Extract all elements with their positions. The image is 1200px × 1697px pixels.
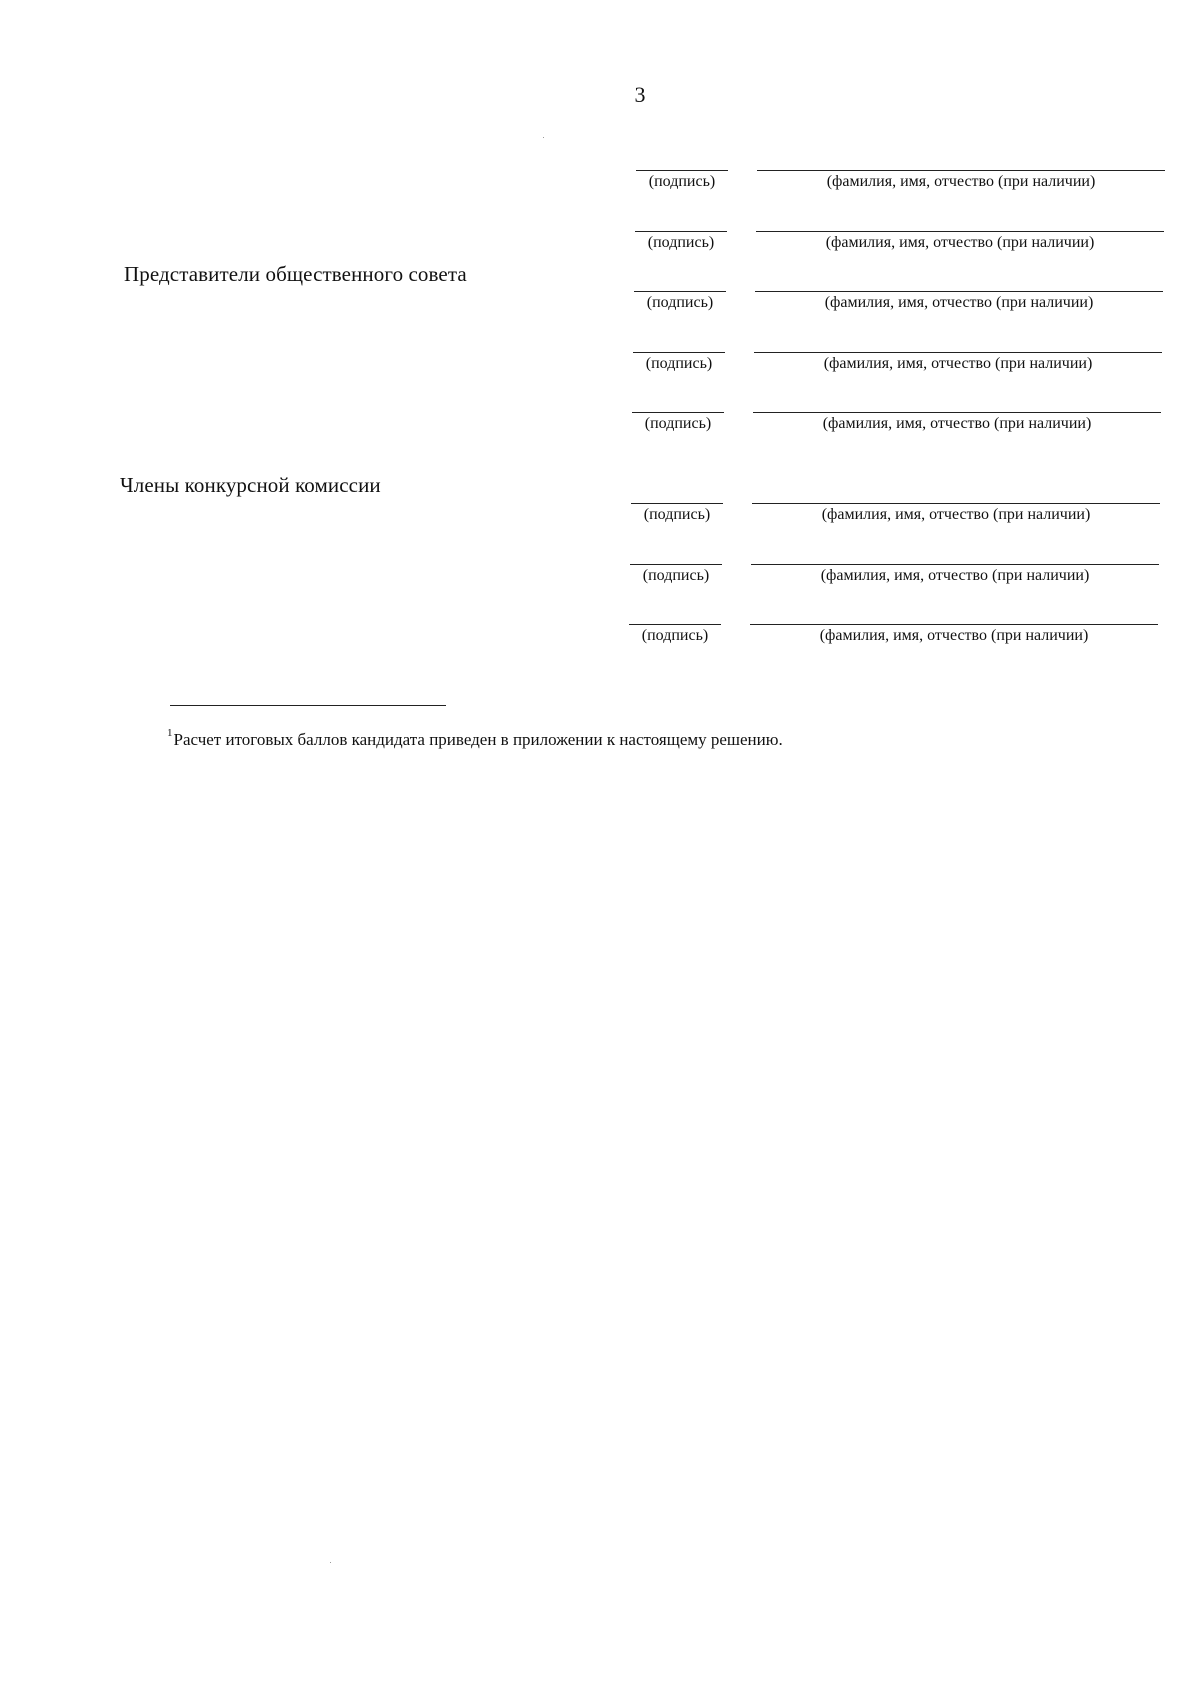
signature-caption: (подпись) <box>644 415 712 432</box>
name-caption: (фамилия, имя, отчество (при наличии) <box>824 294 1094 311</box>
signature-caption: (подпись) <box>641 627 709 644</box>
signature-line <box>629 624 721 625</box>
signature-row <box>0 564 1200 604</box>
signature-line <box>635 231 727 232</box>
name-caption: (фамилия, имя, отчество (при наличии) <box>826 173 1096 190</box>
name-caption: (фамилия, имя, отчество (при наличии) <box>819 627 1089 644</box>
signature-row <box>0 412 1200 452</box>
section-label-commission-members: Члены конкурсной комиссии <box>120 473 381 497</box>
name-line <box>754 352 1162 353</box>
scan-speck <box>330 1562 331 1563</box>
name-caption: (фамилия, имя, отчество (при наличии) <box>821 506 1091 523</box>
signature-line <box>636 170 728 171</box>
section-label-public-council: Представители общественного совета <box>124 262 467 286</box>
name-caption: (фамилия, имя, отчество (при наличии) <box>820 567 1090 584</box>
signature-line <box>630 564 722 565</box>
name-line <box>756 231 1164 232</box>
scan-speck <box>543 137 544 138</box>
name-line <box>757 170 1165 171</box>
name-caption: (фамилия, имя, отчество (при наличии) <box>822 415 1092 432</box>
footnote-text: Расчет итоговых баллов кандидата приведен в приложении к настоящему решению. <box>173 730 783 749</box>
footnote-separator <box>170 705 446 706</box>
signature-caption: (подпись) <box>646 294 714 311</box>
signature-line <box>634 291 726 292</box>
name-line <box>752 503 1160 504</box>
name-line <box>751 564 1159 565</box>
signature-row <box>0 503 1200 543</box>
signature-caption: (подпись) <box>647 234 715 251</box>
signature-row <box>0 231 1200 271</box>
footnote-marker: 1 <box>167 727 173 739</box>
name-line <box>750 624 1158 625</box>
signature-caption: (подпись) <box>642 567 710 584</box>
signature-row <box>0 170 1200 210</box>
signature-caption: (подпись) <box>648 173 716 190</box>
signature-line <box>632 412 724 413</box>
footnote <box>167 727 783 750</box>
signature-caption: (подпись) <box>645 355 713 372</box>
signature-line <box>631 503 723 504</box>
name-line <box>755 291 1163 292</box>
name-caption: (фамилия, имя, отчество (при наличии) <box>825 234 1095 251</box>
name-line <box>753 412 1161 413</box>
signature-caption: (подпись) <box>643 506 711 523</box>
name-caption: (фамилия, имя, отчество (при наличии) <box>823 355 1093 372</box>
page-number: 3 <box>634 82 646 107</box>
signature-row <box>0 352 1200 392</box>
signature-line <box>633 352 725 353</box>
signature-row <box>0 624 1200 664</box>
signature-row <box>0 291 1200 331</box>
